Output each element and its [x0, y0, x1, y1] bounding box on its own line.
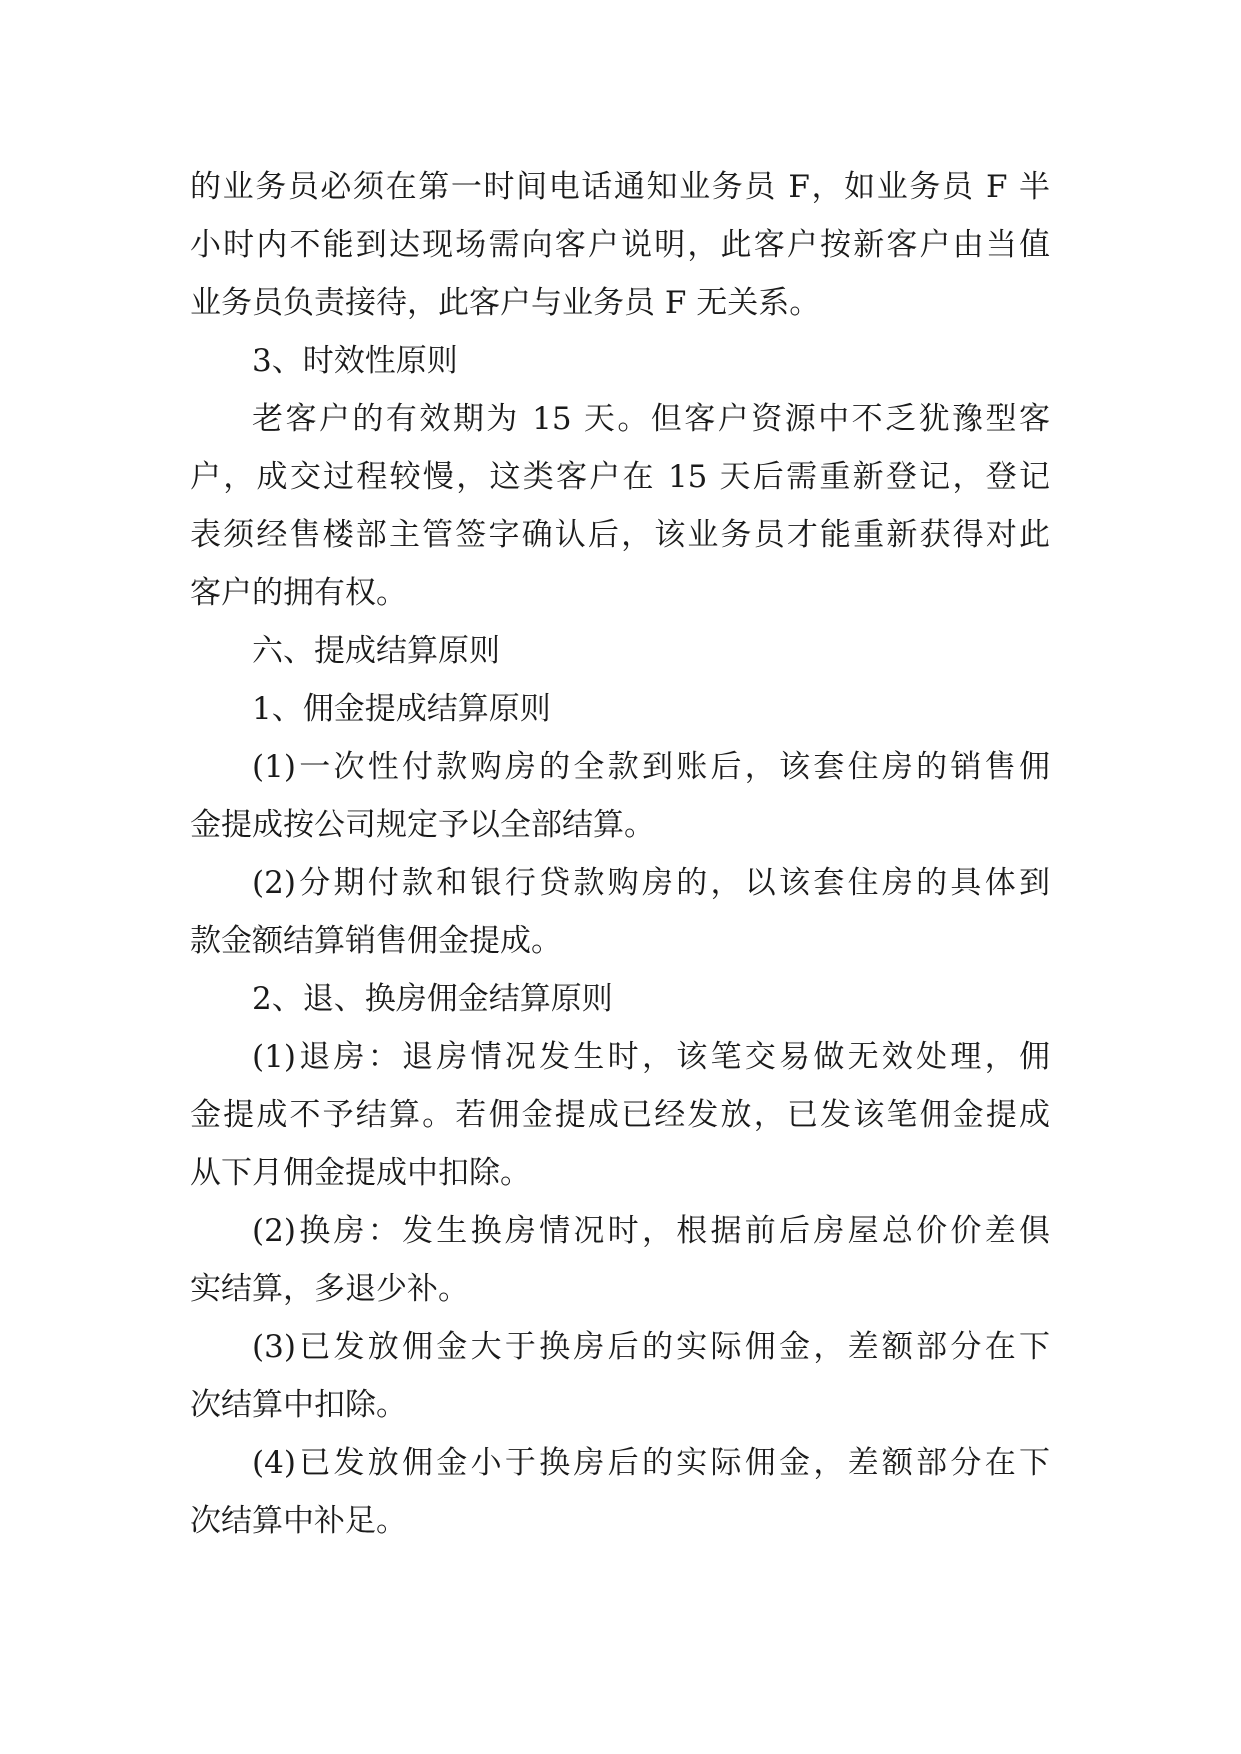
section-heading: 六、提成结算原则: [252, 633, 500, 669]
text-line: 金提成按公司规定予以全部结算。: [190, 807, 655, 843]
text-line: 小时内不能到达现场需向客户说明，此客户按新客户由当值: [190, 227, 1050, 263]
section-heading: 2、退、换房佣金结算原则: [252, 981, 613, 1017]
text-line: 客户的拥有权。: [190, 575, 407, 611]
text-line: 金提成不予结算。若佣金提成已经发放，已发该笔佣金提成: [190, 1097, 1050, 1133]
text-line: 次结算中扣除。: [190, 1387, 407, 1423]
text-line: 次结算中补足。: [190, 1503, 407, 1539]
text-line: 业务员负责接待，此客户与业务员 F 无关系。: [190, 285, 821, 321]
text-line: 户，成交过程较慢，这类客户在 15 天后需重新登记，登记: [190, 459, 1050, 495]
text-line: (1)一次性付款购房的全款到账后，该套住房的销售佣: [252, 749, 1050, 785]
text-line: 的业务员必须在第一时间电话通知业务员 F，如业务员 F 半: [190, 169, 1050, 205]
text-line: (2)分期付款和银行贷款购房的，以该套住房的具体到: [252, 865, 1050, 901]
text-line: (4)已发放佣金小于换房后的实际佣金，差额部分在下: [252, 1445, 1050, 1481]
document-page: [190, 158, 1050, 1550]
text-line: (2)换房：发生换房情况时，根据前后房屋总价价差俱: [252, 1213, 1050, 1249]
text-line: 实结算，多退少补。: [190, 1271, 469, 1307]
text-line: 老客户的有效期为 15 天。但客户资源中不乏犹豫型客: [252, 401, 1050, 437]
section-heading: 3、时效性原则: [252, 343, 458, 379]
text-line: (3)已发放佣金大于换房后的实际佣金，差额部分在下: [252, 1329, 1050, 1365]
text-line: (1)退房：退房情况发生时，该笔交易做无效处理，佣: [252, 1039, 1050, 1075]
text-line: 款金额结算销售佣金提成。: [190, 923, 562, 959]
text-line: 从下月佣金提成中扣除。: [190, 1155, 531, 1191]
section-heading: 1、佣金提成结算原则: [252, 691, 551, 727]
text-line: 表须经售楼部主管签字确认后，该业务员才能重新获得对此: [190, 517, 1050, 553]
